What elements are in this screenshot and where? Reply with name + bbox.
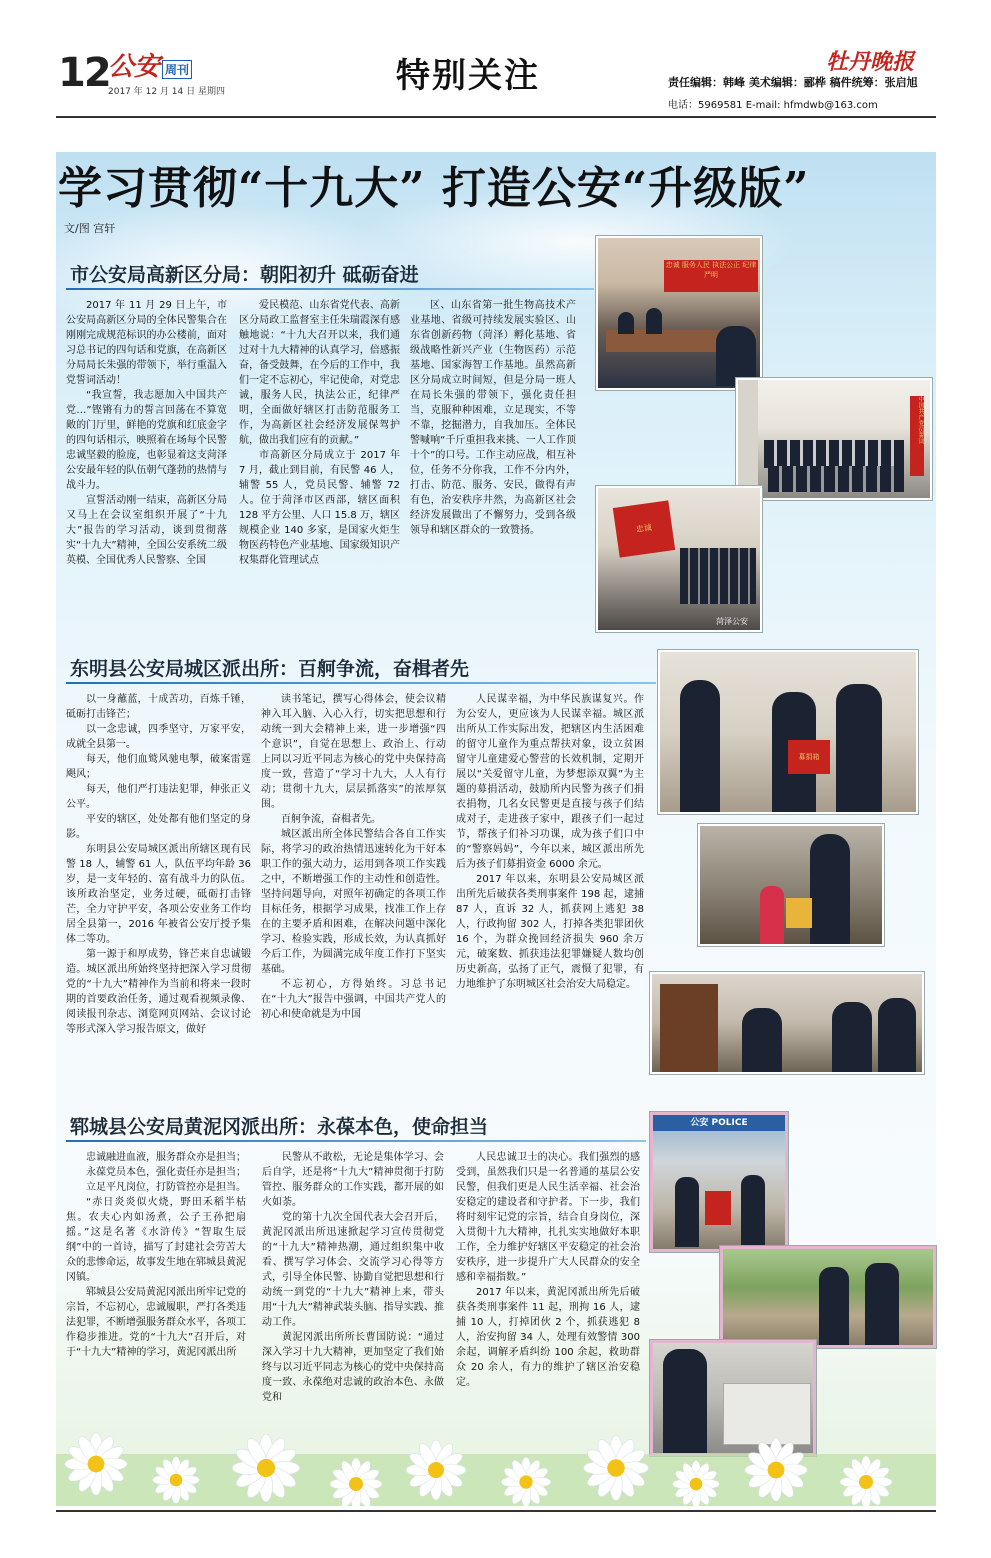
photo-figure: [742, 1008, 782, 1072]
photo-figure: [675, 1177, 699, 1247]
section1-col2: [239, 298, 400, 634]
paragraph: 每天，他们血鹫风驰电掣，破案雷霆飓风；: [66, 754, 251, 780]
paragraph: 人民谋幸福，为中华民族谋复兴。作为公安人，更应该为人民谋幸福。城区派出所从工作实际出发，把辖区内生活困难的留守儿童作为重点帮扶对象，设立贫困留守儿童建爱心警营的长效机制，定期开展以“关爱留守儿童，为梦想添双翼”为主题的募捐活动，鼓励所内民警为孩子们捐衣捐物，几名女民警更是直接与孩子们结成对子，走进孩子家中，跟孩子们一起过节，帮孩子们补习功课，成为孩子们口中的“警察妈妈”，今年以来，城区派出所先后为孩子们募捐资金 6000 余元。: [456, 694, 644, 870]
daisy-decoration: [56, 1384, 936, 1506]
brand-sub: 周刊: [162, 60, 192, 79]
paragraph: 人民忠诚卫士的决心。我们强烈的感受到，虽然我们只是一名普通的基层公安民警，但我们更是人民生活幸福、社会治安稳定的建设者和守护者。下一步，我们将时刻牢记党的宗旨，结合自身岗位，深入贯彻十九大精神，扎扎实实地做好本职工作，全力维护好辖区平安稳定的社会治安秩序，进一步提升广大人民群众的安全感和幸福指数。”: [456, 1152, 640, 1283]
paragraph: 立足平凡岗位，打防管控亦是担当。: [86, 1182, 246, 1193]
brand-logo: 公安: [108, 52, 161, 82]
photo-banner: 中国共产党员誓词: [910, 396, 924, 476]
paragraph: “赤日炎炎似火烧，野田禾稻半枯焦。农夫心内如汤煮，公子王孙把扇摇。”这是名著《水浒传》“智取生辰纲”中的一首诗，描写了封建社会劳苦大众的悲惨命运，故事发生地在郓城县黄泥冈镇。: [66, 1197, 246, 1283]
photo-officers-row: [764, 440, 904, 468]
photo-pennant: [705, 1191, 731, 1225]
contact-info: 电话：5969581 E-mail: hfmdwb@163.com: [668, 100, 878, 111]
photo-figure: [832, 1002, 872, 1072]
section1-title: 市公安局高新区分局：朝阳初升 砥砺奋进: [70, 264, 419, 286]
section1-underline: [66, 288, 594, 290]
paragraph: 市高新区分局成立于 2017 年 7 月，截止到目前，有民警 46 人，辅警 55 人，党员民警、辅警 72 人。位于菏泽市区西部，辖区面积 128 平方公里、人口 15.8 万，辖区规模企业 140 多家，是国家火炬生物医药特色产业基地、国家级知识产权集群化管理试点: [239, 450, 400, 566]
paragraph: 永葆党员本色，强化责任亦是担当；: [86, 1167, 246, 1178]
photo-donation: [658, 650, 918, 814]
page-number: 12: [58, 50, 110, 96]
section2-title: 东明县公安局城区派出所：百舸争流，奋楫者先: [70, 658, 470, 680]
photo-figure: [680, 680, 720, 812]
byline: 文/图 宫轩: [64, 222, 116, 235]
photo-banner: 忠诚: [613, 500, 675, 557]
photo-figure: [878, 998, 916, 1072]
photo-patrol: [720, 1246, 936, 1348]
main-headline: 学习贯彻“十九大” 打造公安“升级版”: [58, 163, 810, 214]
photo-door: [660, 984, 718, 1072]
paragraph: 黄泥冈派出所所长曹国防说：“通过深入学习十九大精神，更加坚定了我们始终与以习近平同志为核心的党中央保持高度一致、永葆绝对忠诚的政治本色、永做党和: [262, 1332, 444, 1403]
photo-meeting: [596, 236, 762, 390]
photo-station: [650, 1112, 788, 1252]
photo-figure: [716, 326, 756, 386]
bottom-rule: [56, 1510, 936, 1512]
photo-figure: [810, 834, 850, 944]
photo-officers-row: [680, 548, 756, 604]
paragraph: 民警从不敢松，无论是集体学习、会后自学，还是将“十九大”精神贯彻于打防管控、服务群众的工作实践，都开展的如火如荼。: [262, 1152, 444, 1208]
photo-certificate: [786, 898, 812, 928]
section2-underline: [66, 682, 656, 684]
photo-figure: [836, 684, 882, 812]
photo-figure: [741, 1175, 765, 1247]
photo-figure: [819, 1267, 849, 1345]
photo-oath: [736, 378, 932, 500]
paragraph: 东明县公安局城区派出所辖区现有民警 18 人，辅警 61 人，队伍平均年龄 36 岁，是一支年轻的、富有战斗力的队伍。该所政治坚定，业务过硬，砥砺打击锋芒，全力守护平安，各项公安业务工作均居全县第一，2016 年被省公安厅授予集体二等功。: [66, 844, 251, 945]
station-sign: 公安 POLICE: [653, 1115, 785, 1131]
paragraph: 区、山东省第一批生物高技术产业基地、省级可持续发展实验区、山东省创新药物（菏泽）孵化基地、省级战略性新兴产业（生物医药）示范基地、国家海智工作基地。虽然高新区分局成立时间短，但是分局一班人在局长朱强的带领下，强化责任担当，克服种种困难，立足现实，不等不靠，挖掘潜力，自我加压。全体民警喊响“千斤重担我来挑、一人工作顶十个”的口号。工作主动应战，相互补位，任务不分你我，工作不分内外，打击、防范、服务、安民，做得有声有色，治安秩序井然，为高新区社会经济发展做出了不懈努力，受到各级领导和辖区群众的一致赞扬。: [410, 300, 576, 536]
photo-officers-row: [768, 466, 904, 492]
photo-caption: 菏泽公安: [716, 617, 748, 626]
paragraph: 2017 年 11 月 29 日上午，市公安局高新区分局的全体民警集合在刚刚完成规范标识的办公楼前，面对习总书记的四句话和党旗，在高新区分局局长朱强的带领下，举行重温入党誓词活动！: [66, 300, 227, 386]
photo-figure: [865, 1263, 899, 1345]
photo-figure: [646, 308, 662, 334]
photo-figure: [618, 312, 634, 334]
paragraph: 第一源于和厚成势，锋芒来自忠诚锻造。城区派出所始终坚持把深入学习贯彻党的“十九大”精神作为当前和将来一段时期的首要政治任务，通过观看视频录像、阅读报刊杂志、浏览网页网站、会议讨论等形式深入学习报告原文，做好: [66, 949, 251, 1035]
editor-credits: 责任编辑：韩峰 美术编辑：郦桦 稿件统筹：张启旭: [668, 76, 918, 89]
section2-col3: [456, 692, 644, 1092]
donation-box: 募捐箱: [788, 740, 830, 774]
photo-child: [760, 886, 784, 944]
paragraph: “我宣誓，我志愿加入中国共产党…”铿锵有力的誓言回荡在不算宽敞的门厅里，鲜艳的党旗和红底金字的四句话相示，映照着在场每个民警忠诚坚毅的脸庞，也彰显着这支菏泽公安最年轻的队伍朝气蓬勃的热情与战斗力。: [66, 390, 227, 491]
section2-col1: [66, 692, 251, 1092]
paragraph: 百舸争流，奋楫者先。: [281, 814, 381, 825]
photo-children: [698, 824, 884, 946]
paragraph: 2017 年以来，黄泥冈派出所先后破获各类刑事案件 11 起，刑拘 16 人，逮捕 10 人，打掉团伙 2 个，抓获逃犯 8 人，治安拘留 34 人，处理有效警情 300 余起，调解矛盾纠纷 100 余起，救助群众 20 余人，有力的维护了辖区治安稳定。: [456, 1287, 640, 1388]
paragraph: 以一念忠诚，四季坚守，万家平安，成就全县第一。: [66, 724, 251, 750]
section2-col2: [261, 692, 446, 1092]
paragraph: 读书笔记，撰写心得体会，使会议精神入耳入脑、入心入行，切实把思想和行动统一到大会精神上来，进一步增强“四个意识”，自觉在思想上、政治上、行动上同以习近平同志为核心的党中央保持高度一致，营造了“学习十九大，人人有行动；贯彻十九大，层层抓落实”的浓厚氛围。: [261, 694, 446, 810]
photo-banner: 忠诚 服务人民 执法公正 纪律严明: [664, 260, 758, 292]
photo-flag: [596, 486, 762, 632]
paragraph: 爱民模范、山东省党代表、高新区分局政工监督室主任朱瑞霞深有感触地说：“十九大召开以来，我们通过对十九大精神的认真学习，倍感振奋，备受鼓舞，在今后的工作中，我们一定不忘初心，牢记使命，对党忠诚，服务人民，执法公正，纪律严明，全面做好辖区打击防范服务工作，为高新区社会经济发展保驾护航，做出我们应有的贡献。”: [239, 300, 400, 446]
paragraph: 2017 年以来，东明县公安局城区派出所先后破获各类刑事案件 198 起，逮捕 87 人，直诉 32 人，抓获网上逃犯 38 人，行政拘留 302 人，打掉各类犯罪团伙 16 个，为群众挽回经济损失 960 余万元，破案数、抓获违法犯罪嫌疑人数均创历史新高，弘扬了正气，震慑了犯罪，有力地维护了东明城区社会治安大局稳定。: [456, 874, 644, 990]
section-title: 特别关注: [396, 56, 540, 96]
section1-col1: [66, 298, 227, 634]
paragraph: 郓城县公安局黄泥冈派出所牢记党的宗旨，不忘初心，忠诚履职，严打各类违法犯罪，不断增强服务群众水平，各项工作稳步推进。党的“十九大”召开后，对于“十九大”精神的学习，黄泥冈派出所: [66, 1287, 246, 1358]
paper-logo: 牡丹晚报: [826, 49, 915, 75]
top-rule: [56, 116, 936, 118]
paragraph: 城区派出所全体民警结合各自工作实际，将学习的政治热情迅速转化为干好本职工作的强大动力，运用到各项工作实践之中，不断增强工作的主动性和创造性。坚持问题导向，对照年初确定的各项工作目标任务，根据学习成果，找准工作上存在的主要矛盾和困难，在解决问题中深化学习、检验实践，形成长效，为认真抓好今后工作，为圆满完成年度工作打下坚实基础。: [261, 829, 446, 975]
paragraph: 党的第十九次全国代表大会召开后，黄泥冈派出所迅速掀起学习宣传贯彻党的“十九大”精神热潮，通过组织集中收看、撰写学习体会、交流学习心得等方式，引导全体民警、协勤自觉把思想和行动统一到党的“十九大”精神上来，带头用“十九大”精神武装头脑、指导实践、推动工作。: [262, 1212, 444, 1328]
paragraph: 每天，他们严打违法犯罪，伸张正义公平。: [66, 784, 251, 810]
paragraph: 忠诚融进血液，服务群众亦是担当；: [86, 1152, 246, 1163]
paragraph: 以一身蘸蓝，十成苦功，百炼千锤，砥砺打击锋芒；: [66, 694, 251, 720]
photo-wall: [738, 380, 758, 498]
paragraph: 不忘初心，方得始终。习总书记在“十九大”报告中强调，中国共产党人的初心和使命就是为中国: [261, 979, 446, 1020]
section3-underline: [66, 1140, 646, 1142]
paragraph: 宣誓活动刚一结束，高新区分局又马上在会议室组织开展了“十九大”报告的学习活动，谈到贯彻落实“十九大”精神，全国公安系统二级英模、全国优秀人民警察、全国: [66, 495, 227, 566]
photo-arrest: [650, 972, 924, 1074]
section1-col3: [410, 298, 576, 634]
section3-title: 郓城县公安局黄泥冈派出所：永葆本色，使命担当: [70, 1116, 489, 1138]
paragraph: 平安的辖区，处处都有他们坚定的身影。: [66, 814, 251, 840]
issue-date: 2017 年 12 月 14 日 星期四: [108, 87, 225, 97]
